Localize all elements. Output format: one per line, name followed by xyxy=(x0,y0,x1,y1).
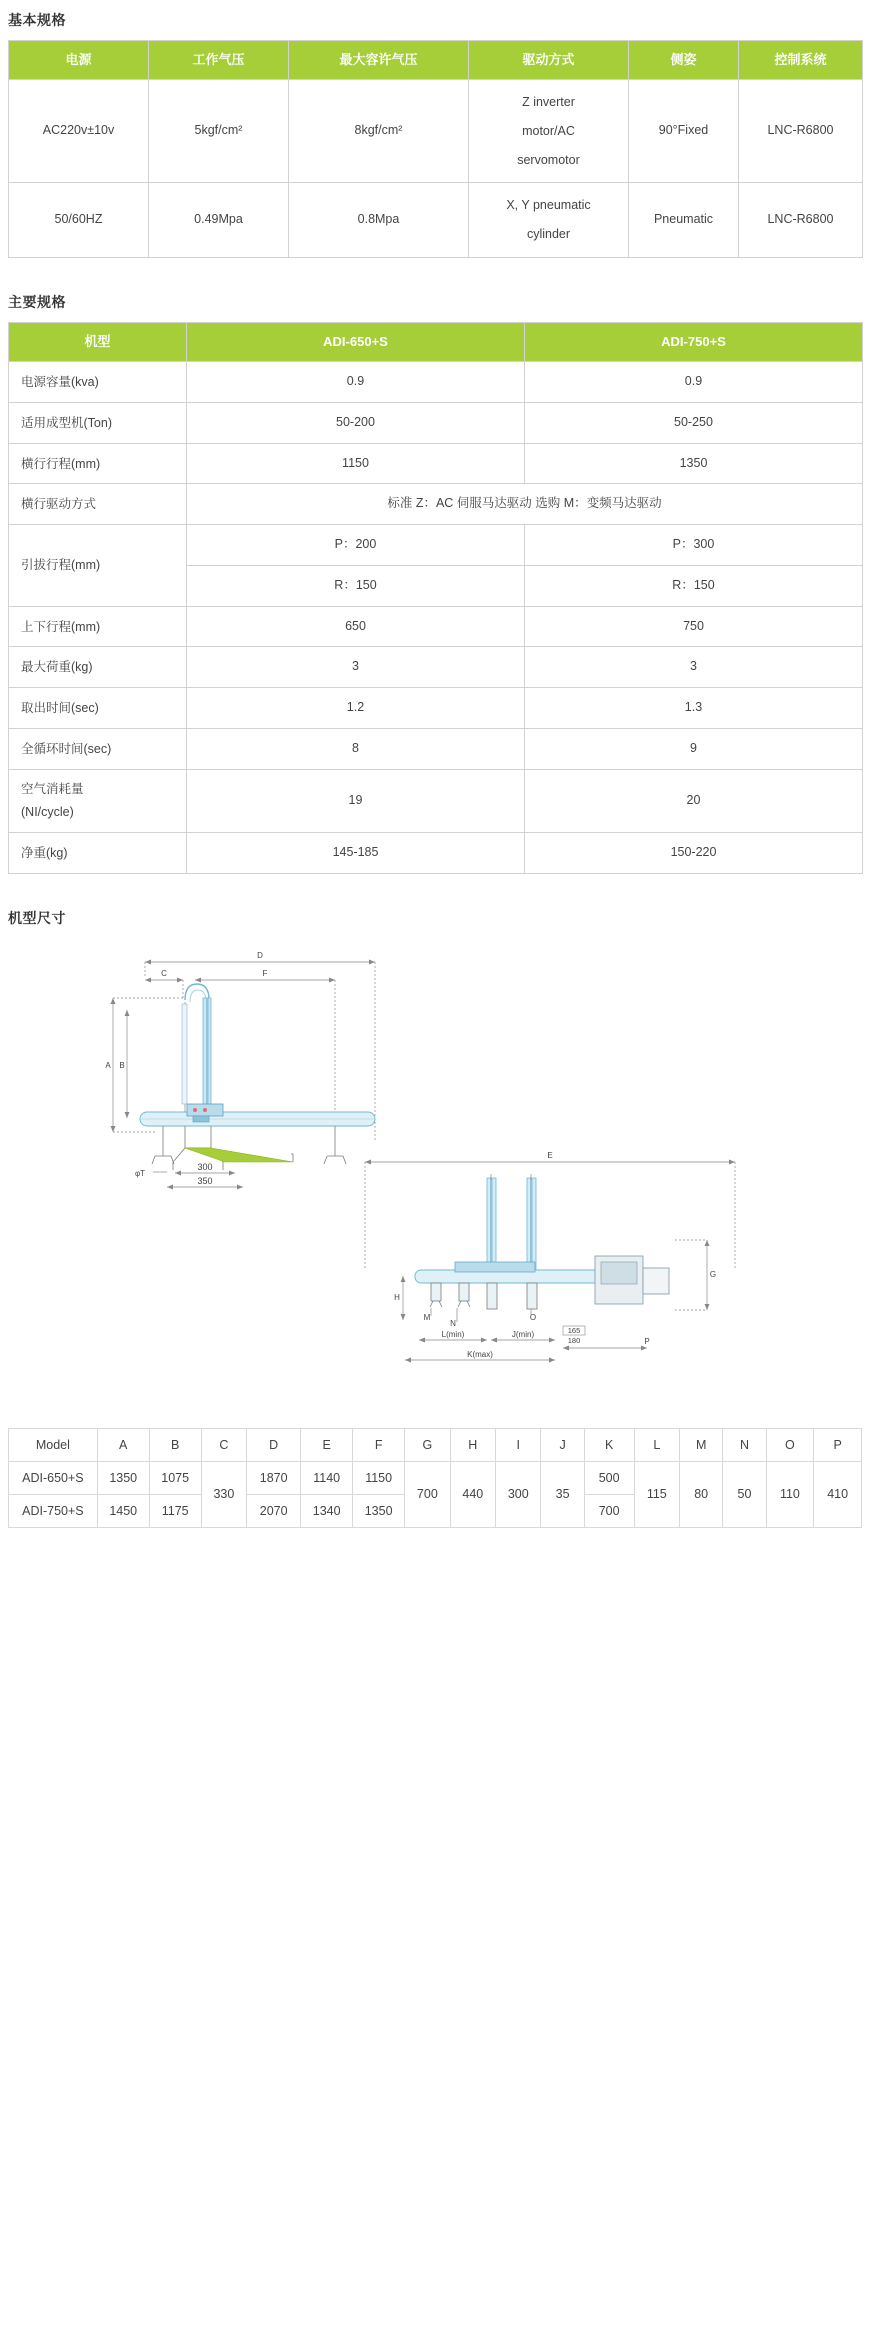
table-row xyxy=(9,362,863,403)
table-row xyxy=(9,1461,862,1494)
cell-N: 50 xyxy=(723,1461,766,1527)
table-header-row xyxy=(9,41,863,80)
dim-label-M: M xyxy=(423,1312,431,1322)
table-row xyxy=(9,402,863,443)
cell-750-K: 700 xyxy=(584,1494,634,1527)
table-row xyxy=(9,832,863,873)
cell-650-B: 1075 xyxy=(149,1461,201,1494)
row-label-vertical-stroke: 上下行程(mm) xyxy=(9,606,187,647)
cell-max-pressure: 8kgf/cm² xyxy=(289,80,469,183)
dim-label-H: H xyxy=(394,1292,400,1302)
cell-O: 110 xyxy=(766,1461,814,1527)
cell-750-max-load: 3 xyxy=(525,647,863,688)
row-label-traverse-drive: 横行驱动方式 xyxy=(9,484,187,525)
col-header-N: N xyxy=(723,1428,766,1461)
table-header-row xyxy=(9,1428,862,1461)
cell-power: AC220v±10v xyxy=(9,80,149,183)
col-header-model: Model xyxy=(9,1428,98,1461)
dim-label-G: G xyxy=(709,1269,717,1279)
table-row xyxy=(9,484,863,525)
cell-650-air-consumption: 19 xyxy=(187,769,525,832)
cell-G: 700 xyxy=(405,1461,450,1527)
dim-label-E: E xyxy=(547,1150,553,1160)
col-header-E: E xyxy=(301,1428,353,1461)
dim-label-phiT: φT xyxy=(134,1168,146,1178)
col-header-adi650: ADI-650+S xyxy=(187,322,525,361)
col-header-C: C xyxy=(201,1428,246,1461)
row-label-max-load: 最大荷重(kg) xyxy=(9,647,187,688)
dim-label-B: B xyxy=(119,1060,125,1070)
dimension-title: 机型尺寸 xyxy=(8,909,66,926)
table-row xyxy=(9,647,863,688)
col-header-K: K xyxy=(584,1428,634,1461)
col-header-H: H xyxy=(450,1428,495,1461)
col-header-P: P xyxy=(814,1428,862,1461)
row-label-machine-range: 适用成型机(Ton) xyxy=(9,402,187,443)
dim-label-N: N xyxy=(450,1318,456,1328)
dim-label-Jmin: J(min) xyxy=(511,1329,535,1339)
cell-750-F: 1350 xyxy=(353,1494,405,1527)
table-row xyxy=(9,769,863,832)
main-spec-table xyxy=(8,322,863,874)
col-header-control: 控制系统 xyxy=(739,41,863,80)
cell-drive xyxy=(469,183,629,258)
basic-spec-title: 基本规格 xyxy=(8,12,66,28)
col-header-L: L xyxy=(634,1428,679,1461)
dim-label-P: P xyxy=(644,1336,650,1346)
dim-label-Lmin: L(min) xyxy=(441,1329,465,1339)
col-header-F: F xyxy=(353,1428,405,1461)
col-header-working-pressure: 工作气压 xyxy=(149,41,289,80)
cell-650-machine-range: 50-200 xyxy=(187,402,525,443)
table-row xyxy=(9,606,863,647)
cell-drive xyxy=(469,80,629,183)
table-row xyxy=(9,80,863,183)
dim-label-O: O xyxy=(529,1312,537,1322)
cell-I: 300 xyxy=(496,1461,541,1527)
cell-650-pull-r: R：150 xyxy=(187,565,525,606)
cell-M: 80 xyxy=(680,1461,723,1527)
row-label-net-weight: 净重(kg) xyxy=(9,832,187,873)
dim-label-180: 180 xyxy=(567,1335,581,1345)
cell-750-air-consumption: 20 xyxy=(525,769,863,832)
row-label-air-consumption-line1: 空气消耗量 xyxy=(21,781,84,796)
cell-drive-line3: servomotor xyxy=(517,152,580,167)
cell-650-F: 1150 xyxy=(353,1461,405,1494)
cell-650-net-weight: 145-185 xyxy=(187,832,525,873)
dim-label-350: 350 xyxy=(197,1175,213,1186)
main-spec-title: 主要规格 xyxy=(8,293,66,310)
cell-650-E: 1140 xyxy=(301,1461,353,1494)
row-label-takeout-time: 取出时间(sec) xyxy=(9,688,187,729)
cell-P: 410 xyxy=(814,1461,862,1527)
dim-label-300: 300 xyxy=(197,1161,213,1172)
col-header-A: A xyxy=(97,1428,149,1461)
dim-label-165: 165 xyxy=(567,1325,581,1335)
cell-650-max-load: 3 xyxy=(187,647,525,688)
cell-750-E: 1340 xyxy=(301,1494,353,1527)
cell-model-650: ADI-650+S xyxy=(9,1461,98,1494)
cell-650-vertical-stroke: 650 xyxy=(187,606,525,647)
row-label-air-consumption xyxy=(9,769,187,832)
dimension-drawing xyxy=(8,940,862,1410)
table-row xyxy=(9,183,863,258)
dim-label-D: D xyxy=(257,950,263,960)
cell-650-A: 1350 xyxy=(97,1461,149,1494)
cell-750-traverse-stroke: 1350 xyxy=(525,443,863,484)
cell-650-traverse-stroke: 1150 xyxy=(187,443,525,484)
cell-650-power-capacity: 0.9 xyxy=(187,362,525,403)
cell-750-D: 2070 xyxy=(247,1494,301,1527)
table-row xyxy=(9,688,863,729)
dim-label-C: C xyxy=(161,968,167,978)
cell-650-takeout-time: 1.2 xyxy=(187,688,525,729)
cell-H: 440 xyxy=(450,1461,495,1527)
cell-working-pressure: 5kgf/cm² xyxy=(149,80,289,183)
cell-model-750: ADI-750+S xyxy=(9,1494,98,1527)
col-header-D: D xyxy=(247,1428,301,1461)
cell-750-cycle-time: 9 xyxy=(525,728,863,769)
table-header-row xyxy=(9,322,863,361)
cell-750-B: 1175 xyxy=(149,1494,201,1527)
col-header-I: I xyxy=(496,1428,541,1461)
cell-750-vertical-stroke: 750 xyxy=(525,606,863,647)
col-header-G: G xyxy=(405,1428,450,1461)
cell-L: 115 xyxy=(634,1461,679,1527)
col-header-drive: 驱动方式 xyxy=(469,41,629,80)
cell-drive-line1: Z inverter xyxy=(522,95,575,110)
cell-J: 35 xyxy=(541,1461,584,1527)
row-label-cycle-time: 全循环时间(sec) xyxy=(9,728,187,769)
cell-drive-line2: motor/AC xyxy=(522,123,575,138)
cell-750-pull-r: R：150 xyxy=(525,565,863,606)
cell-working-pressure: 0.49Mpa xyxy=(149,183,289,258)
col-header-max-pressure: 最大容许气压 xyxy=(289,41,469,80)
col-header-model: 机型 xyxy=(9,322,187,361)
cell-650-K: 500 xyxy=(584,1461,634,1494)
col-header-O: O xyxy=(766,1428,814,1461)
dimension-table xyxy=(8,1428,862,1528)
cell-traverse-drive: 标准 Z：AC 伺服马达驱动 选购 M：变频马达驱动 xyxy=(187,484,863,525)
table-row xyxy=(9,728,863,769)
col-header-J: J xyxy=(541,1428,584,1461)
cell-power: 50/60HZ xyxy=(9,183,149,258)
col-header-B: B xyxy=(149,1428,201,1461)
dim-label-A: A xyxy=(105,1060,111,1070)
robot-technical-drawing xyxy=(35,940,835,1410)
cell-750-net-weight: 150-220 xyxy=(525,832,863,873)
col-header-adi750: ADI-750+S xyxy=(525,322,863,361)
cell-650-D: 1870 xyxy=(247,1461,301,1494)
cell-750-machine-range: 50-250 xyxy=(525,402,863,443)
col-header-posture: 侧姿 xyxy=(629,41,739,80)
cell-750-power-capacity: 0.9 xyxy=(525,362,863,403)
row-label-traverse-stroke: 横行行程(mm) xyxy=(9,443,187,484)
col-header-power: 电源 xyxy=(9,41,149,80)
cell-max-pressure: 0.8Mpa xyxy=(289,183,469,258)
cell-drive-line2: cylinder xyxy=(526,227,571,242)
col-header-M: M xyxy=(680,1428,723,1461)
dim-label-Kmax: K(max) xyxy=(467,1349,493,1359)
cell-650-pull-p: P：200 xyxy=(187,525,525,566)
cell-posture: 90°Fixed xyxy=(629,80,739,183)
cell-posture: Pneumatic xyxy=(629,183,739,258)
cell-750-pull-p: P：300 xyxy=(525,525,863,566)
dim-label-F: F xyxy=(262,968,268,978)
row-label-air-consumption-line2: (NI/cycle) xyxy=(21,804,74,819)
basic-spec-table xyxy=(8,40,863,258)
cell-drive-line1: X, Y pneumatic xyxy=(506,198,591,213)
cell-C: 330 xyxy=(201,1461,246,1527)
cell-control: LNC-R6800 xyxy=(739,80,863,183)
cell-750-takeout-time: 1.3 xyxy=(525,688,863,729)
row-label-power-capacity: 电源容量(kva) xyxy=(9,362,187,403)
table-row xyxy=(9,525,863,566)
table-row xyxy=(9,443,863,484)
row-label-pull-stroke: 引拔行程(mm) xyxy=(9,525,187,607)
cell-650-cycle-time: 8 xyxy=(187,728,525,769)
cell-750-A: 1450 xyxy=(97,1494,149,1527)
cell-control: LNC-R6800 xyxy=(739,183,863,258)
